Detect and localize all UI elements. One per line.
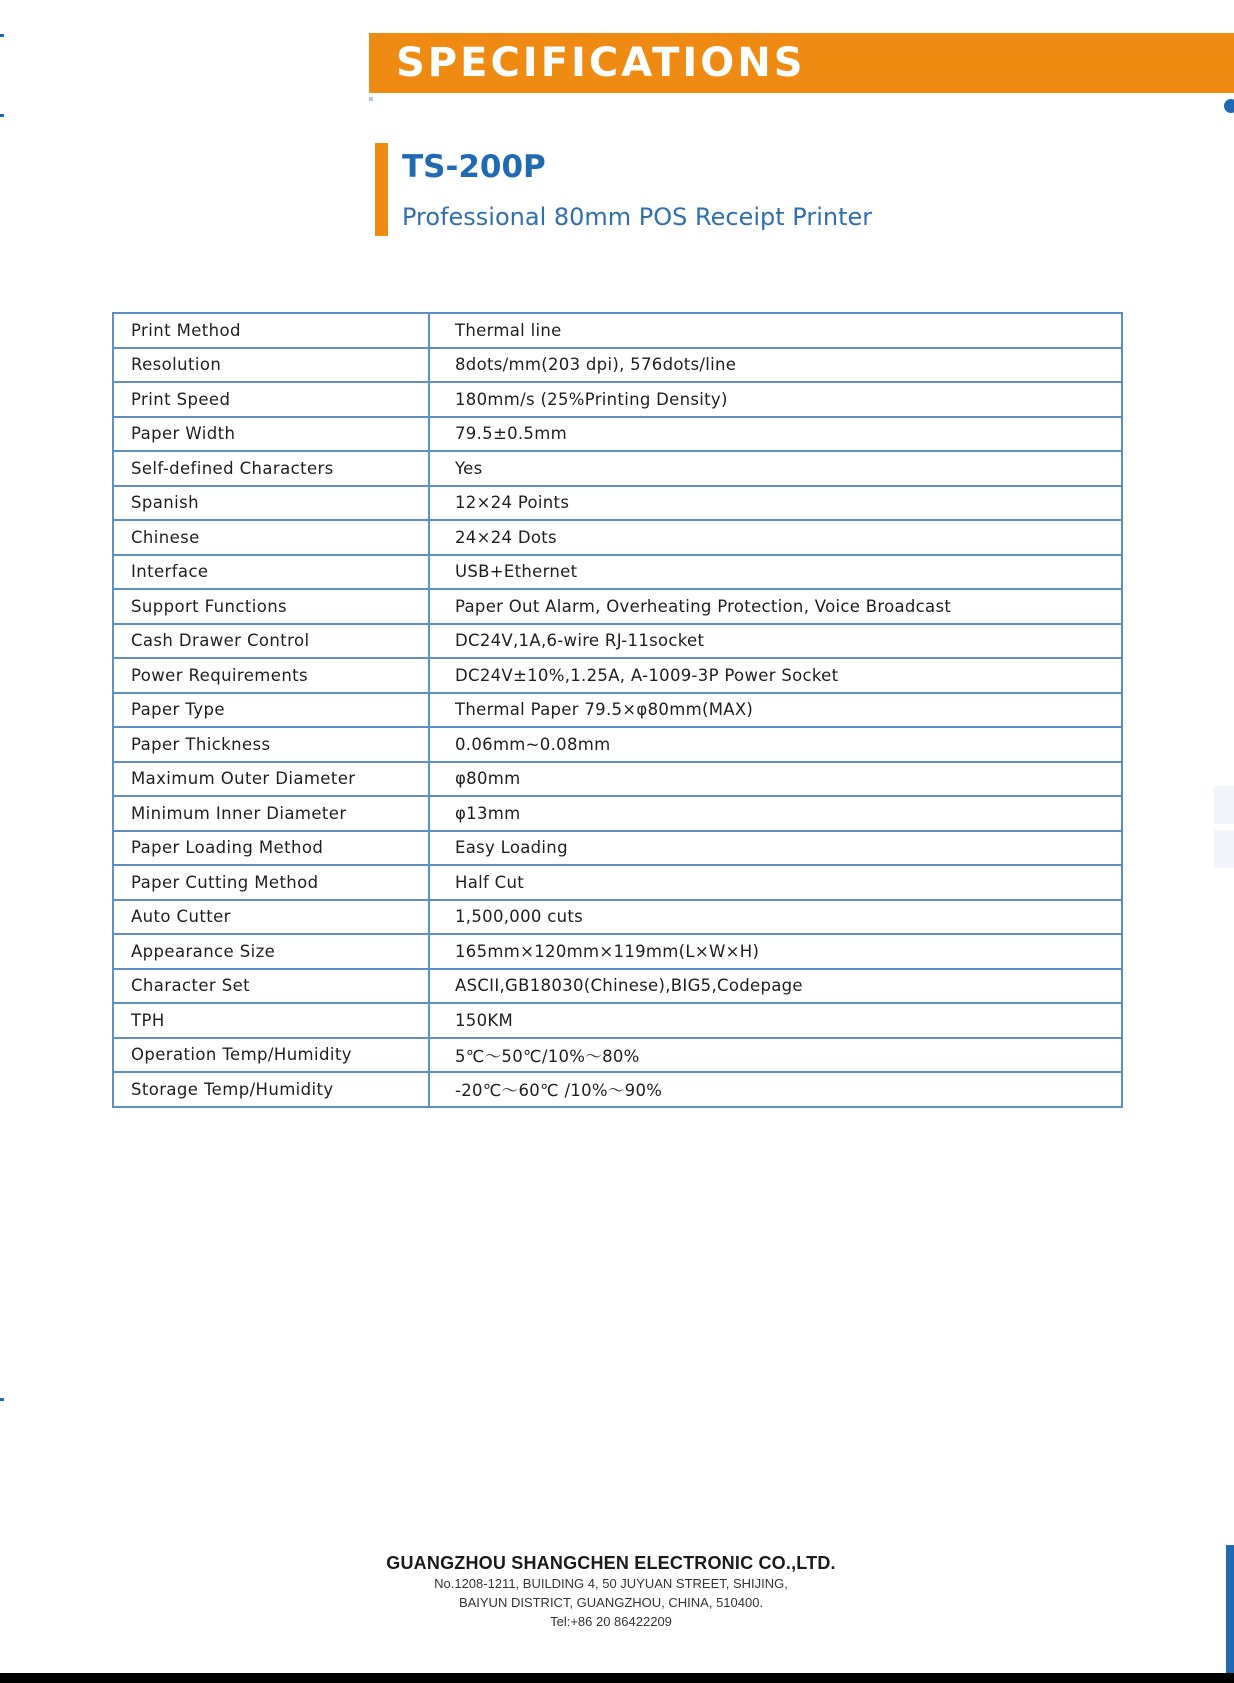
spec-row [113,1072,1122,1107]
spec-row [113,831,1122,866]
spec-row [113,589,1122,624]
spec-value: 0.06mm~0.08mm [429,727,1122,762]
spec-value: Easy Loading [429,831,1122,866]
spec-row [113,451,1122,486]
spec-row [113,1038,1122,1073]
spec-label: Storage Temp/Humidity [113,1072,429,1107]
spec-value: φ13mm [429,796,1122,831]
spec-label: Character Set [113,969,429,1004]
spec-value: 79.5±0.5mm [429,417,1122,452]
spec-row [113,762,1122,797]
spec-row [113,1003,1122,1038]
spec-row [113,934,1122,969]
section-banner [369,33,1234,93]
spec-value: 24×24 Dots [429,520,1122,555]
spec-row [113,969,1122,1004]
spec-label: Self-defined Characters [113,451,429,486]
spec-row [113,520,1122,555]
spec-value: 5℃～50℃/10%～80% [429,1038,1122,1073]
spec-label: Paper Type [113,693,429,728]
company-footer [0,1552,1222,1631]
spec-row [113,555,1122,590]
bottom-bar [0,1673,1234,1683]
spec-label: Print Speed [113,382,429,417]
spec-label: Print Method [113,313,429,348]
spec-value: Yes [429,451,1122,486]
spec-row [113,382,1122,417]
spec-value: Thermal Paper 79.5×φ80mm(MAX) [429,693,1122,728]
spec-row [113,313,1122,348]
spec-value: DC24V±10%,1.25A, A-1009-3P Power Socket [429,658,1122,693]
spec-value: DC24V,1A,6-wire RJ-11socket [429,624,1122,659]
spec-row [113,796,1122,831]
spec-row [113,624,1122,659]
edge-tick-mark [0,114,4,117]
spec-row [113,727,1122,762]
spec-value: 150KM [429,1003,1122,1038]
spec-label: Paper Thickness [113,727,429,762]
section-title: SPECIFICATIONS [396,40,806,86]
spec-label: Paper Loading Method [113,831,429,866]
telephone: Tel:+86 20 86422209 [550,1614,672,1629]
spec-value: Thermal line [429,313,1122,348]
spec-row [113,348,1122,383]
spec-label: Auto Cutter [113,900,429,935]
model-name: TS-200P [402,149,546,185]
spec-row [113,693,1122,728]
spec-label: Appearance Size [113,934,429,969]
spec-label: Maximum Outer Diameter [113,762,429,797]
spec-value: 165mm×120mm×119mm(L×W×H) [429,934,1122,969]
side-tab-shadow [1214,786,1234,824]
spec-value: USB+Ethernet [429,555,1122,590]
banner-tick-mark [369,97,373,101]
spec-value: -20℃～60℃ /10%～90% [429,1072,1122,1107]
spec-value: 8dots/mm(203 dpi), 576dots/line [429,348,1122,383]
spec-label: Power Requirements [113,658,429,693]
product-subtitle: Professional 80mm POS Receipt Printer [402,203,873,231]
spec-row [113,486,1122,521]
spec-value: ASCII,GB18030(Chinese),BIG5,Codepage [429,969,1122,1004]
spec-row [113,900,1122,935]
address-line-2: BAIYUN DISTRICT, GUANGZHOU, CHINA, 510400. [458,1595,764,1610]
spec-label: Spanish [113,486,429,521]
spec-value: 180mm/s (25%Printing Density) [429,382,1122,417]
address-line-1: No.1208-1211, BUILDING 4, 50 JUYUAN STREET, SHIJING, [434,1576,788,1591]
right-accent-bar [1226,1545,1234,1673]
spec-label: Operation Temp/Humidity [113,1038,429,1073]
spec-label: Chinese [113,520,429,555]
spec-label: Interface [113,555,429,590]
spec-value: 1,500,000 cuts [429,900,1122,935]
spec-row [113,417,1122,452]
title-accent-bar [375,143,388,236]
spec-label: TPH [113,1003,429,1038]
spec-label: Minimum Inner Diameter [113,796,429,831]
side-tab-shadow [1214,830,1234,868]
spec-label: Cash Drawer Control [113,624,429,659]
edge-tick-mark [0,1398,4,1401]
spec-value: Half Cut [429,865,1122,900]
page-edge-dot [1224,99,1234,113]
specifications-table [112,312,1123,1108]
spec-label: Paper Width [113,417,429,452]
spec-label: Paper Cutting Method [113,865,429,900]
spec-label: Support Functions [113,589,429,624]
edge-tick-mark [0,34,4,37]
spec-value: φ80mm [429,762,1122,797]
spec-value: 12×24 Points [429,486,1122,521]
company-name: GUANGZHOU SHANGCHEN ELECTRONIC CO.,LTD. [386,1553,836,1573]
spec-row [113,658,1122,693]
spec-value: Paper Out Alarm, Overheating Protection, Voice Broadcast [429,589,1122,624]
spec-row [113,865,1122,900]
spec-label: Resolution [113,348,429,383]
